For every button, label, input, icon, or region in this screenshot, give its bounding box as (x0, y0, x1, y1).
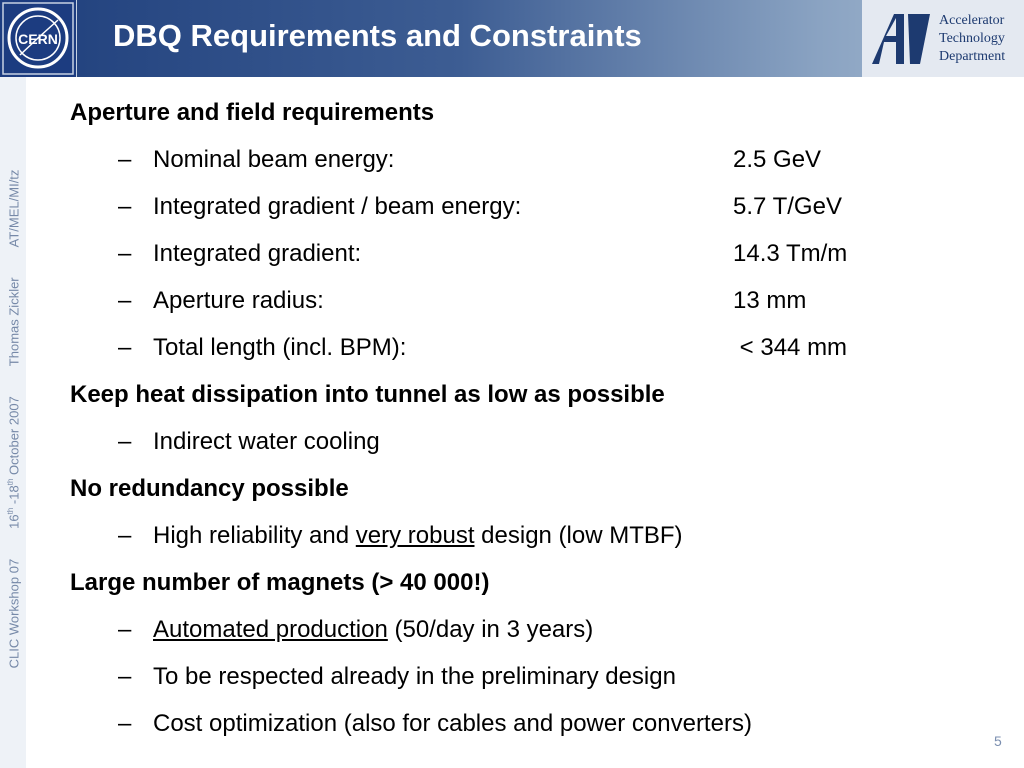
item-value: 13 mm (733, 287, 807, 314)
department-logo-box (862, 0, 1024, 77)
item-text: design (low MTBF) (474, 522, 683, 549)
item-value: 14.3 Tm/m (733, 240, 848, 267)
item-label: Aperture radius: (153, 287, 324, 314)
item-label: Integrated gradient: (153, 240, 362, 267)
department-line-2: Technology (939, 31, 1005, 46)
list-item (118, 522, 683, 550)
date-end-sup: th (6, 478, 16, 486)
list-item (118, 663, 676, 691)
page-number: 5 (994, 733, 1002, 749)
dash-bullet: – (118, 710, 132, 737)
date-end: -18 (6, 485, 22, 508)
page-title: DBQ Requirements and Constraints (113, 18, 642, 53)
department-name (939, 12, 1005, 66)
item-value: 2.5 GeV (733, 146, 822, 173)
cern-logo (0, 0, 77, 77)
date-text (7, 396, 22, 529)
item-text: Cost optimization (also for cables and power converters) (153, 710, 752, 737)
item-text: (50/day in 3 years) (387, 616, 594, 643)
item-text: High reliability and (153, 522, 356, 549)
item-label: Total length (incl. BPM): (153, 334, 407, 361)
dash-bullet: – (118, 287, 132, 314)
date-start: 16 (6, 514, 22, 529)
section-heading: No redundancy possible (70, 475, 349, 502)
dash-bullet: – (118, 616, 132, 643)
event-name: CLIC Workshop 07 (6, 558, 22, 669)
section-heading: Large number of magnets (> 40 000!) (70, 569, 490, 596)
dash-bullet: – (118, 663, 132, 690)
date-start-sup: th (6, 507, 16, 515)
list-item (118, 428, 380, 456)
dash-bullet: – (118, 334, 132, 361)
department-line-3: Department (939, 49, 1006, 64)
list-item (118, 616, 593, 644)
list-item (118, 334, 848, 362)
item-label: Nominal beam energy: (153, 146, 395, 173)
reference-code: AT/MEL/MI/tz (6, 169, 22, 248)
cern-logo-text: CERN (18, 31, 58, 47)
list-item (118, 193, 842, 221)
dash-bullet: – (118, 146, 132, 173)
section-heading: Keep heat dissipation into tunnel as low as possible (70, 381, 665, 408)
dash-bullet: – (118, 428, 132, 455)
item-label: Integrated gradient / beam energy: (153, 193, 522, 220)
section-heading: Aperture and field requirements (70, 99, 435, 126)
atd-logo-icon (870, 12, 932, 66)
item-emphasis: very robust (355, 522, 475, 549)
header-bar (0, 0, 1024, 77)
dash-bullet: – (118, 522, 132, 549)
list-item (118, 240, 848, 268)
sidebar-footer-text (6, 170, 21, 669)
item-value: < 344 mm (733, 334, 848, 361)
date-month-year: October 2007 (6, 396, 22, 479)
dash-bullet: – (118, 193, 132, 220)
list-item (118, 146, 822, 174)
list-item (118, 287, 807, 315)
department-line-1: Accelerator (939, 13, 1005, 28)
item-text: Indirect water cooling (153, 428, 380, 455)
item-value: 5.7 T/GeV (733, 193, 842, 220)
item-emphasis: Automated production (153, 616, 388, 643)
item-text: To be respected already in the preliminary design (153, 663, 676, 690)
dash-bullet: – (118, 240, 132, 267)
list-item (118, 710, 752, 738)
author-name: Thomas Zickler (6, 277, 22, 367)
